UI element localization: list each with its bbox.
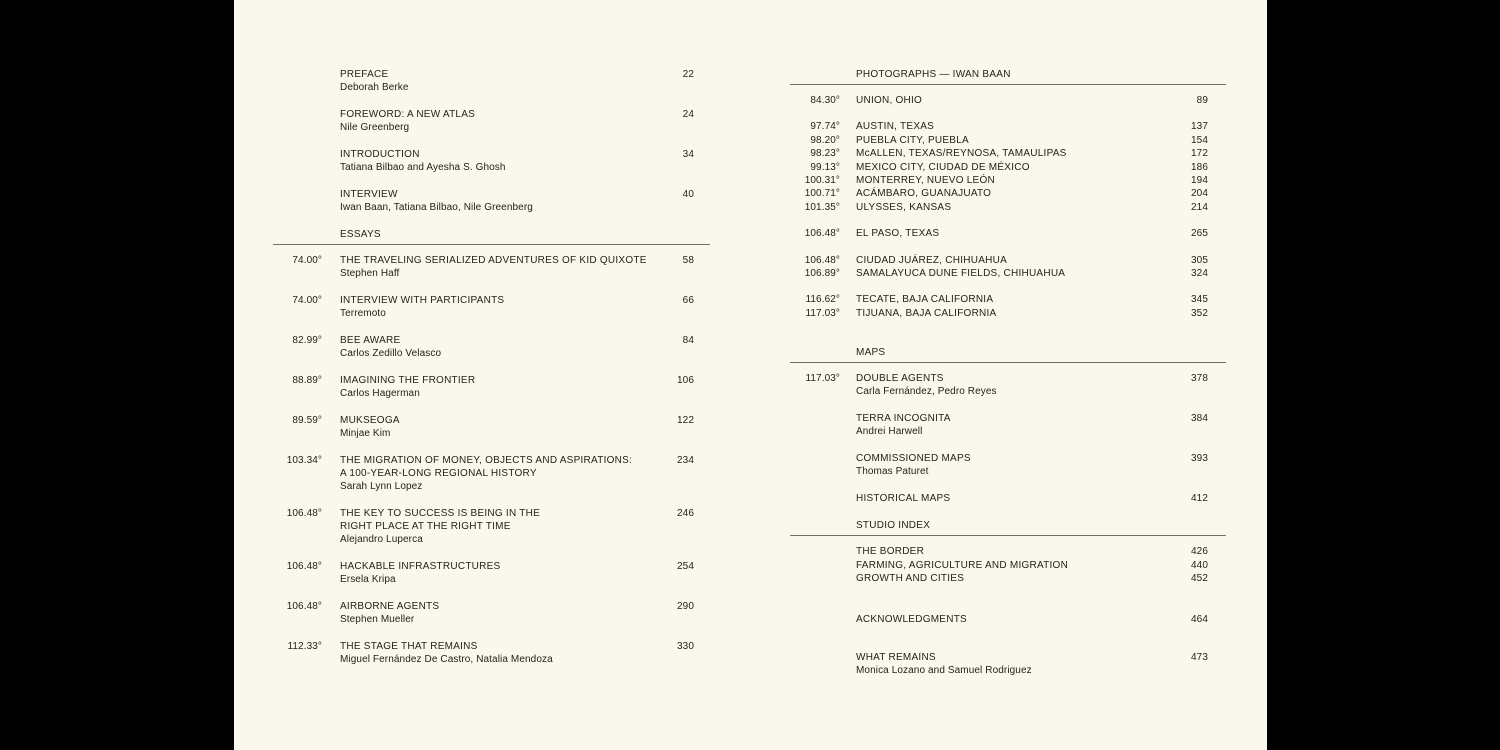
toc-entry [273,108,710,134]
page-number: 58 [682,255,694,266]
toc-row [790,572,1226,585]
entry-title: BEE AWARE [340,335,401,346]
entry-title: IMAGINING THE FRONTIER [340,375,476,386]
toc-row [790,120,1226,133]
photo-group [790,254,1226,281]
entry-title: INTRODUCTION [340,149,420,160]
longitude-coordinate: 101.35° [804,201,840,213]
photo-group [790,120,1226,214]
section-heading: ESSAYS [340,229,381,240]
longitude-coordinate: 88.89° [292,375,322,386]
entry-title-line2: A 100-YEAR-LONG REGIONAL HISTORY [340,468,537,479]
longitude-coordinate: 98.23° [810,148,840,160]
toc-row [790,94,1226,107]
entry-title: HACKABLE INFRASTRUCTURES [340,561,501,572]
page-number: 172 [1191,148,1208,160]
toc-row [790,254,1226,267]
entry-title: THE KEY TO SUCCESS IS BEING IN THE [340,508,541,519]
photo-group [790,94,1226,107]
toc-row [790,147,1226,160]
entry-title: ULYSSES, KANSAS [856,201,952,213]
toc-entry [790,651,1226,677]
entry-author: Stephen Mueller [340,614,415,625]
page-number: 89 [1196,95,1208,106]
entry-title: TIJUANA, BAJA CALIFORNIA [856,307,997,319]
page-number: 84 [682,335,694,346]
toc-entry [273,600,710,626]
entry-title: McALLEN, TEXAS/REYNOSA, TAMAULIPAS [856,148,1067,160]
page-number: 186 [1191,161,1208,173]
entry-author: Minjae Kim [340,428,391,439]
page-number: 290 [677,601,694,612]
toc-entry [790,492,1226,505]
longitude-coordinate: 84.30° [810,95,840,106]
page-number: 66 [682,295,694,306]
section-heading: MAPS [856,347,886,359]
photo-group [790,293,1226,320]
longitude-coordinate: 97.74° [810,121,840,133]
toc-entry [273,188,710,214]
entry-author: Ersela Kripa [340,574,396,585]
longitude-coordinate: 99.13° [810,161,840,173]
page-number: 384 [1191,413,1208,425]
page-number: 305 [1191,254,1208,266]
page-number: 473 [1191,651,1208,663]
entry-author: Stephen Haff [340,268,400,279]
toc-row [790,293,1226,306]
toc-entry [273,68,710,94]
entry-title: SAMALAYUCA DUNE FIELDS, CHIHUAHUA [856,268,1066,280]
entry-title: ACKNOWLEDGMENTS [856,613,967,625]
entry-author: Alejandro Luperca [340,534,423,545]
toc-entry [273,294,710,320]
entry-author: Deborah Berke [340,82,409,93]
entry-author: Monica Lozano and Samuel Rodriguez [856,664,1032,676]
longitude-coordinate: 117.03° [805,373,840,385]
toc-row [790,307,1226,320]
entry-author: Carlos Hagerman [340,388,420,399]
entry-author: Carla Fernández, Pedro Reyes [856,386,997,398]
longitude-coordinate: 74.00° [292,295,322,306]
page-number: 24 [682,109,694,120]
entry-title: EL PASO, TEXAS [856,228,940,240]
page-number: 106 [677,375,694,386]
longitude-coordinate: 106.48° [804,228,840,240]
longitude-coordinate: 106.89° [804,268,840,280]
toc-row [790,174,1226,187]
page-number: 452 [1191,573,1208,585]
toc-entry [273,254,710,280]
page-number: 194 [1191,175,1208,187]
page-number: 378 [1191,373,1208,385]
toc-row [790,134,1226,147]
longitude-coordinate: 100.71° [804,188,840,200]
entry-author: Carlos Zedillo Velasco [340,348,442,359]
toc-entry [273,640,710,666]
toc-entry [790,613,1226,626]
entry-title: FARMING, AGRICULTURE AND MIGRATION [856,559,1069,571]
entry-title: TECATE, BAJA CALIFORNIA [856,294,994,306]
entry-title-line2: RIGHT PLACE AT THE RIGHT TIME [340,521,511,532]
longitude-coordinate: 100.31° [804,175,840,187]
entry-title: THE TRAVELING SERIALIZED ADVENTURES OF KID QUIXOTE [340,255,647,266]
page-number: 393 [1191,453,1208,465]
entry-title: INTERVIEW WITH PARTICIPANTS [340,295,505,306]
toc-entry [790,372,1226,398]
entry-author: Nile Greenberg [340,122,410,133]
section-heading: STUDIO INDEX [856,520,931,532]
longitude-coordinate: 74.00° [292,255,322,266]
toc-entry [790,412,1226,438]
entry-title: AUSTIN, TEXAS [856,121,935,133]
photo-group [790,227,1226,240]
page-number: 154 [1191,134,1208,146]
entry-title: UNION, OHIO [856,95,923,106]
page-number: 137 [1191,121,1208,133]
longitude-coordinate: 116.62° [805,294,840,306]
toc-row [790,201,1226,214]
longitude-coordinate: 82.99° [292,335,322,346]
entry-title: AIRBORNE AGENTS [340,601,440,612]
page-number: 34 [682,149,694,160]
page-number: 265 [1191,228,1208,240]
entry-title: WHAT REMAINS [856,651,936,663]
toc-row [790,187,1226,200]
toc-entry [273,148,710,174]
entry-title: THE MIGRATION OF MONEY, OBJECTS AND ASPIRATIONS: [340,455,633,466]
toc-page-right [790,0,1226,677]
entry-title: PUEBLA CITY, PUEBLA [856,134,969,146]
entry-title: THE STAGE THAT REMAINS [340,641,478,652]
toc-entry [273,507,710,546]
page-number: 22 [682,69,694,80]
section-heading: PHOTOGRAPHS — IWAN BAAN [856,69,1011,80]
page-number: 254 [677,561,694,572]
page-number: 214 [1191,201,1208,213]
toc-entry [273,560,710,586]
entry-author: Andrei Harwell [856,426,923,438]
longitude-coordinate: 98.20° [810,134,840,146]
entry-title: THE BORDER [856,546,925,558]
entry-author: Miguel Fernández De Castro, Natalia Mendoza [340,654,553,665]
toc-entry [273,334,710,360]
page-number: 426 [1191,546,1208,558]
entry-title: ACÁMBARO, GUANAJUATO [856,188,992,200]
page-number: 464 [1191,613,1208,625]
toc-row [790,267,1226,280]
entry-title: PREFACE [340,69,389,80]
toc-row [790,227,1226,240]
longitude-coordinate: 103.34° [286,455,322,466]
toc-entry [790,452,1226,478]
toc-row [790,559,1226,572]
longitude-coordinate: 106.48° [286,601,322,612]
longitude-coordinate: 106.48° [286,561,322,572]
page-number: 204 [1191,188,1208,200]
page-number: 412 [1191,493,1208,505]
page-number: 40 [682,189,694,200]
entry-title: MONTERREY, NUEVO LEÓN [856,175,995,187]
toc-row [790,545,1226,558]
entry-title: TERRA INCOGNITA [856,413,951,425]
entry-author: Thomas Paturet [856,466,929,478]
page-number: 440 [1191,559,1208,571]
entry-author: Iwan Baan, Tatiana Bilbao, Nile Greenberg [340,202,533,213]
toc-page-left [273,0,710,680]
entry-author: Terremoto [340,308,386,319]
page-number: 330 [677,641,694,652]
toc-entry [273,454,710,493]
page-number: 324 [1191,268,1208,280]
page-number: 122 [677,415,694,426]
entry-author: Tatiana Bilbao and Ayesha S. Ghosh [340,162,506,173]
entry-title: COMMISSIONED MAPS [856,453,971,465]
entry-title: DOUBLE AGENTS [856,373,944,385]
page-number: 352 [1191,307,1208,319]
page-number: 234 [677,455,694,466]
entry-author: Sarah Lynn Lopez [340,481,423,492]
entry-title: CIUDAD JUÁREZ, CHIHUAHUA [856,254,1008,266]
entry-title: FOREWORD: A NEW ATLAS [340,109,476,120]
longitude-coordinate: 106.48° [804,254,840,266]
page-number: 246 [677,508,694,519]
longitude-coordinate: 112.33° [287,641,322,652]
longitude-coordinate: 106.48° [286,508,322,519]
toc-entry [273,414,710,440]
longitude-coordinate: 117.03° [805,307,840,319]
entry-title: MUKSEOGA [340,415,400,426]
page-number: 345 [1191,294,1208,306]
entry-title: HISTORICAL MAPS [856,493,951,505]
entry-title: GROWTH AND CITIES [856,573,965,585]
toc-row [790,161,1226,174]
toc-entry [273,374,710,400]
book-spread [234,0,1267,750]
entry-title: INTERVIEW [340,189,398,200]
longitude-coordinate: 89.59° [292,415,322,426]
entry-title: MEXICO CITY, CIUDAD DE MÉXICO [856,161,1030,173]
